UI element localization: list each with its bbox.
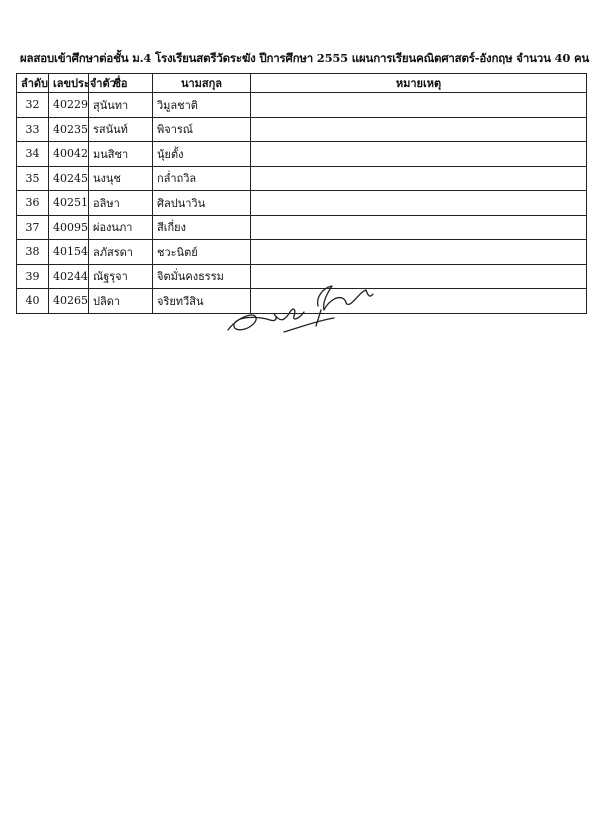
remark-cell [251,215,587,240]
student-surname: พิจารณ์ [153,117,251,142]
student-name: นงนุช [89,166,153,191]
student-name: ลภัสรดา [89,240,153,265]
remark-cell [251,117,587,142]
header-name: ชื่อ [89,74,153,93]
student-id: 40095 [49,215,89,240]
student-name: สุนันทา [89,93,153,118]
table-row [17,166,587,191]
table-row [17,142,587,167]
student-surname: สีเกี่ยง [153,215,251,240]
header-id: เลขประจำตัว [49,74,89,93]
remark-cell [251,191,587,216]
header-surname: นามสกุล [153,74,251,93]
student-id: 40235 [49,117,89,142]
document-title: ผลสอบเข้าศึกษาต่อชั้น ม.4 โรงเรียนสตรีวัดระฆัง ปีการศึกษา 2555 แผนการเรียนคณิตศาสตร์-อังกฤษ จำนวน 40 คน [20,51,590,65]
remark-cell [251,142,587,167]
table-row [17,215,587,240]
student-surname: กล่ำถวิล [153,166,251,191]
signature-image [224,276,374,338]
table-row [17,93,587,118]
student-id: 40245 [49,166,89,191]
student-id: 40154 [49,240,89,265]
student-surname: ชวะนิตย์ [153,240,251,265]
student-name: ณัฐรุจา [89,264,153,289]
student-name: มนสิชา [89,142,153,167]
table-row [17,240,587,265]
row-number: 37 [17,215,49,240]
header-remark: หมายเหตุ [251,74,587,93]
student-surname: จิตมั่นคงธรรม [153,264,251,289]
student-name: ผ่องนภา [89,215,153,240]
student-surname: จริยทวีสิน [153,289,251,314]
student-id: 40244 [49,264,89,289]
table-row [17,191,587,216]
table-header-row [17,74,587,93]
row-number: 32 [17,93,49,118]
student-id: 40265 [49,289,89,314]
student-id: 40042 [49,142,89,167]
row-number: 34 [17,142,49,167]
row-number: 40 [17,289,49,314]
student-name: อลิษา [89,191,153,216]
row-number: 33 [17,117,49,142]
student-surname: ศิลปนาวิน [153,191,251,216]
row-number: 38 [17,240,49,265]
header-no: ลำดับ [17,74,49,93]
row-number: 35 [17,166,49,191]
student-name: ปลิดา [89,289,153,314]
row-number: 39 [17,264,49,289]
remark-cell [251,240,587,265]
student-id: 40229 [49,93,89,118]
student-id: 40251 [49,191,89,216]
student-surname: วิมูลชาติ [153,93,251,118]
remark-cell [251,166,587,191]
student-surname: นุ้ยตั้ง [153,142,251,167]
remark-cell [251,93,587,118]
student-name: รสนันท์ [89,117,153,142]
table-row [17,117,587,142]
row-number: 36 [17,191,49,216]
